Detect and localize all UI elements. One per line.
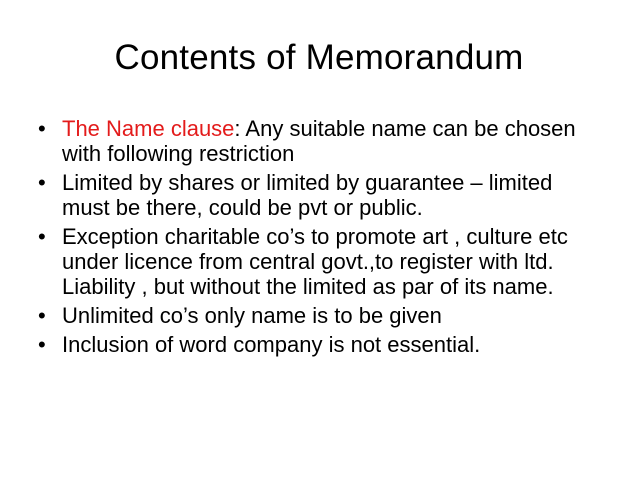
bullet-item-unlimited <box>38 303 598 328</box>
bullet-item-name-clause <box>38 116 598 166</box>
bullet-text: : Any suitable name can be chosen with following restriction <box>62 116 576 166</box>
bullet-item-exception <box>38 224 598 299</box>
bullet-text: Limited by shares or limited by guarantee – limited must be there, could be pvt or public. <box>62 170 553 220</box>
bullet-text: Unlimited co’s only name is to be given <box>62 303 442 328</box>
bullet-item-limited <box>38 170 598 220</box>
bullet-marker: • <box>38 332 46 357</box>
bullet-marker: • <box>38 170 46 195</box>
bullet-text: Inclusion of word company is not essential. <box>62 332 481 357</box>
bullet-marker: • <box>38 224 46 249</box>
slide-title: Contents of Memorandum <box>114 38 524 77</box>
bullet-highlight: The Name clause <box>62 116 235 141</box>
bullet-item-inclusion <box>38 332 598 357</box>
bullet-marker: • <box>38 303 46 328</box>
bullet-marker: • <box>38 116 46 141</box>
bullet-list <box>38 116 598 361</box>
bullet-text: Exception charitable co’s to promote art , culture etc under licence from central govt.,to register with ltd. Liability , but without the limited as par of its name. <box>62 224 568 299</box>
